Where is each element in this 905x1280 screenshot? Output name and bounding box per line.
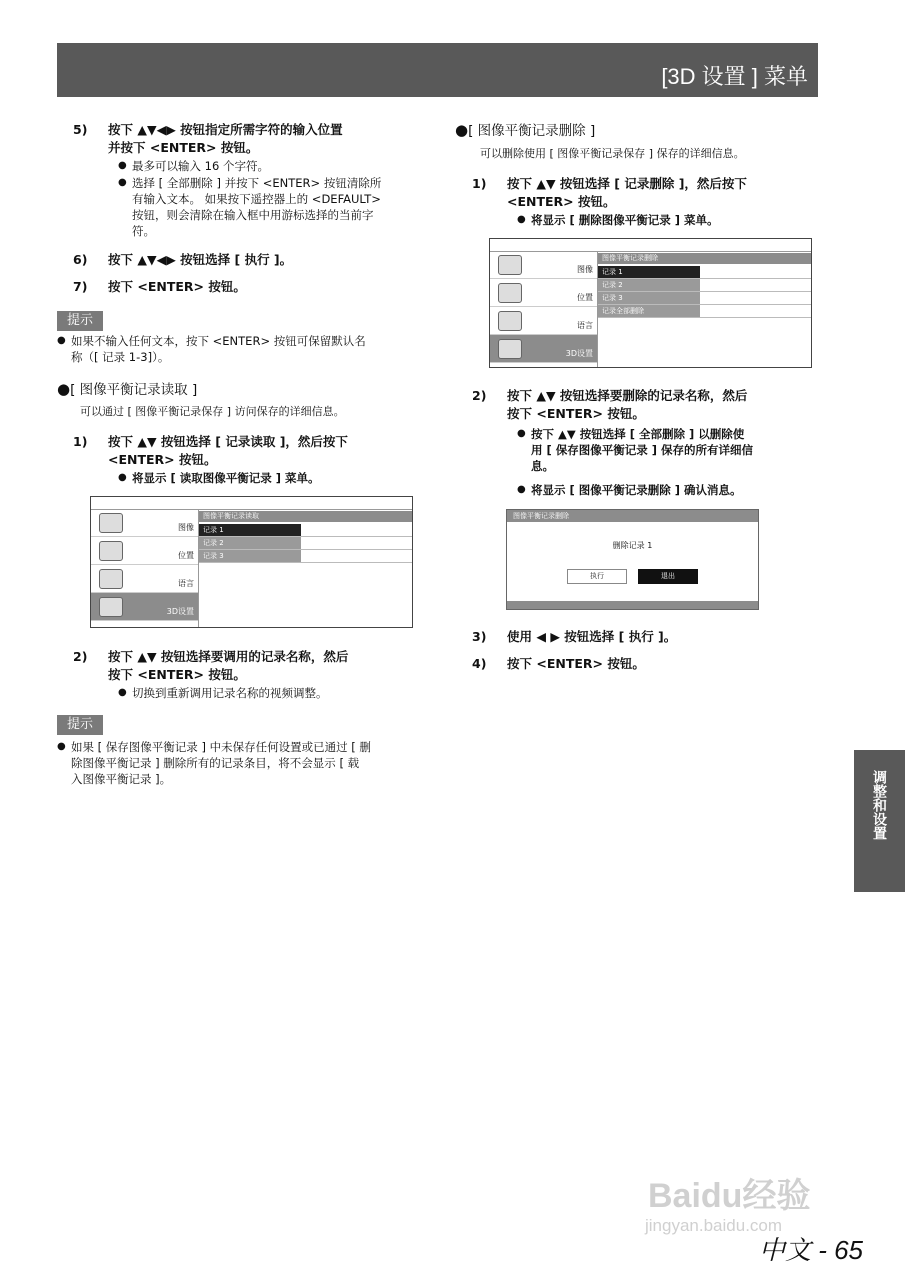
list-item: ● 按下 ▲▼ 按钮选择 [ 全部删除 ] 以删除使 用 [ 保存图像平衡记录 ] 保存的所有详细信 息。 — [517, 426, 841, 474]
step-text-line2: <ENTER> 按钮。 — [108, 452, 217, 467]
hint-note: ● 如果不输入任何文本，按下 <ENTER> 按钮可保留默认名 称（[ 记录 1-3]）。 — [57, 333, 441, 365]
delete-step-1 — [472, 175, 852, 211]
section-bullet-icon: ● — [57, 380, 71, 398]
menu-row: 记录 2 — [199, 537, 412, 550]
step-6 — [73, 251, 453, 269]
load-step-2 — [73, 648, 453, 684]
watermark — [640, 1150, 850, 1235]
step-text-line1: 按下 ▲▼ 按钮选择要调用的记录名称，然后 — [108, 649, 349, 664]
menu-sidebar-item-language: 语言 — [490, 307, 597, 335]
step-text-line2: 按下 <ENTER> 按钮。 — [507, 406, 645, 421]
step-text: 按下 <ENTER> 按钮。 — [507, 656, 645, 671]
step-text-line2: 按下 <ENTER> 按钮。 — [108, 667, 246, 682]
picture-icon — [498, 255, 522, 275]
step-number: 1) — [472, 176, 487, 191]
dialog-title: 图像平衡记录删除 — [507, 510, 758, 522]
list-item: ● 将显示 [ 删除图像平衡记录 ] 菜单。 — [517, 212, 851, 228]
delete-menu-screenshot — [489, 238, 812, 368]
delete-step-2 — [472, 387, 852, 423]
step-7 — [73, 278, 453, 296]
menu-sidebar-item-language: 语言 — [91, 565, 198, 593]
step-5 — [73, 121, 453, 157]
menu-row: 记录 3 — [598, 292, 811, 305]
watermark-logo: Baidu经验 — [648, 1177, 811, 1215]
step-text-line2: 并按下 <ENTER> 按钮。 — [108, 140, 259, 155]
dialog-footer-bar — [507, 601, 758, 609]
page-header-bar — [57, 43, 818, 97]
menu-row: 记录 1 — [199, 524, 412, 537]
step-number: 2) — [73, 649, 88, 664]
menu-sidebar-item-picture: 图像 — [91, 509, 198, 537]
hint-label: 提示 — [57, 311, 103, 331]
step-number: 5) — [73, 122, 88, 137]
step-number: 1) — [73, 434, 88, 449]
menu-sidebar-item-position: 位置 — [91, 537, 198, 565]
load-step-1 — [73, 433, 453, 469]
step-text-line1: 按下 ▲▼ 按钮选择 [ 记录读取 ]，然后按下 — [108, 434, 348, 449]
delete-confirm-dialog — [506, 509, 759, 610]
menu-sidebar — [91, 509, 199, 627]
step-number: 2) — [472, 388, 487, 403]
menu-row: 记录 3 — [199, 550, 412, 563]
watermark-url: jingyan.baidu.com — [645, 1216, 783, 1235]
section-title-load: ●[ 图像平衡记录读取 ] — [57, 380, 198, 398]
step-number: 4) — [472, 656, 487, 671]
menu-sidebar-item-position: 位置 — [490, 279, 597, 307]
step-number: 6) — [73, 252, 88, 267]
menu-sidebar-item-3d: 3D设置 — [91, 593, 198, 621]
chapter-side-tab-label: 调整和设置 — [871, 770, 887, 840]
menu-panel-title: 图像平衡记录读取 — [199, 511, 412, 522]
menu-sidebar — [490, 251, 598, 367]
menu-panel-title: 图像平衡记录删除 — [598, 253, 811, 264]
delete-step-4 — [472, 655, 852, 673]
section-description: 可以删除使用 [ 图像平衡记录保存 ] 保存的详细信息。 — [480, 147, 745, 160]
section-title-delete: ●[ 图像平衡记录删除 ] — [455, 121, 596, 139]
menu-row: 记录 2 — [598, 279, 811, 292]
step-text: 按下 ▲▼◀▶ 按钮选择 [ 执行 ]。 — [108, 252, 293, 267]
list-item: ● 将显示 [ 读取图像平衡记录 ] 菜单。 — [118, 470, 452, 486]
3d-settings-icon — [99, 597, 123, 617]
menu-row: 记录全部删除 — [598, 305, 811, 318]
execute-button: 执行 — [567, 569, 627, 584]
step-text-line1: 按下 ▲▼◀▶ 按钮指定所需字符的输入位置 — [108, 122, 343, 137]
step-text-line1: 按下 ▲▼ 按钮选择要删除的记录名称，然后 — [507, 388, 748, 403]
section-bullet-icon: ● — [455, 121, 469, 139]
chapter-side-tab — [854, 750, 905, 892]
menu-sidebar-item-3d: 3D设置 — [490, 335, 597, 363]
step-number: 3) — [472, 629, 487, 644]
exit-button: 退出 — [638, 569, 698, 584]
3d-settings-icon — [498, 339, 522, 359]
hint-label: 提示 — [57, 715, 103, 735]
step-number: 7) — [73, 279, 88, 294]
monitor-icon — [99, 541, 123, 561]
menu-sidebar-item-picture: 图像 — [490, 251, 597, 279]
step-text: 使用 ◀ ▶ 按钮选择 [ 执行 ]。 — [507, 629, 677, 644]
step-text-line2: <ENTER> 按钮。 — [507, 194, 616, 209]
list-item: ● 切换到重新调用记录名称的视频调整。 — [118, 685, 452, 701]
delete-step-3 — [472, 628, 852, 646]
page-number: 中文 - 65 — [758, 1235, 863, 1265]
list-item: ● 最多可以输入 16 个字符。 — [118, 158, 452, 174]
picture-icon — [99, 513, 123, 533]
dialog-message: 删除记录 1 — [612, 541, 653, 550]
list-item: ● 将显示 [ 图像平衡记录删除 ] 确认消息。 — [517, 482, 841, 498]
monitor-icon — [498, 283, 522, 303]
menu-row: 记录 1 — [598, 266, 811, 279]
language-icon — [99, 569, 123, 589]
section-description: 可以通过 [ 图像平衡记录保存 ] 访问保存的详细信息。 — [80, 405, 345, 418]
load-menu-screenshot — [90, 496, 413, 628]
hint-note: ● 如果 [ 保存图像平衡记录 ] 中未保存任何设置或已通过 [ 删 除图像平衡记录 ] 删除所有的记录条目，将不会显示 [ 载 入图像平衡记录 ]。 — [57, 739, 441, 787]
step-text-line1: 按下 ▲▼ 按钮选择 [ 记录删除 ]，然后按下 — [507, 176, 747, 191]
language-icon — [498, 311, 522, 331]
page-header-title: [3D 设置 ] 菜单 — [661, 64, 808, 89]
list-item: ● 选择 [ 全部删除 ] 并按下 <ENTER> 按钮清除所 有输入文本。 如果按下遥控器上的 <DEFAULT> 按钮，则会清除在输入框中用游标选择的当前字 符。 — [118, 175, 452, 239]
step-text: 按下 <ENTER> 按钮。 — [108, 279, 246, 294]
